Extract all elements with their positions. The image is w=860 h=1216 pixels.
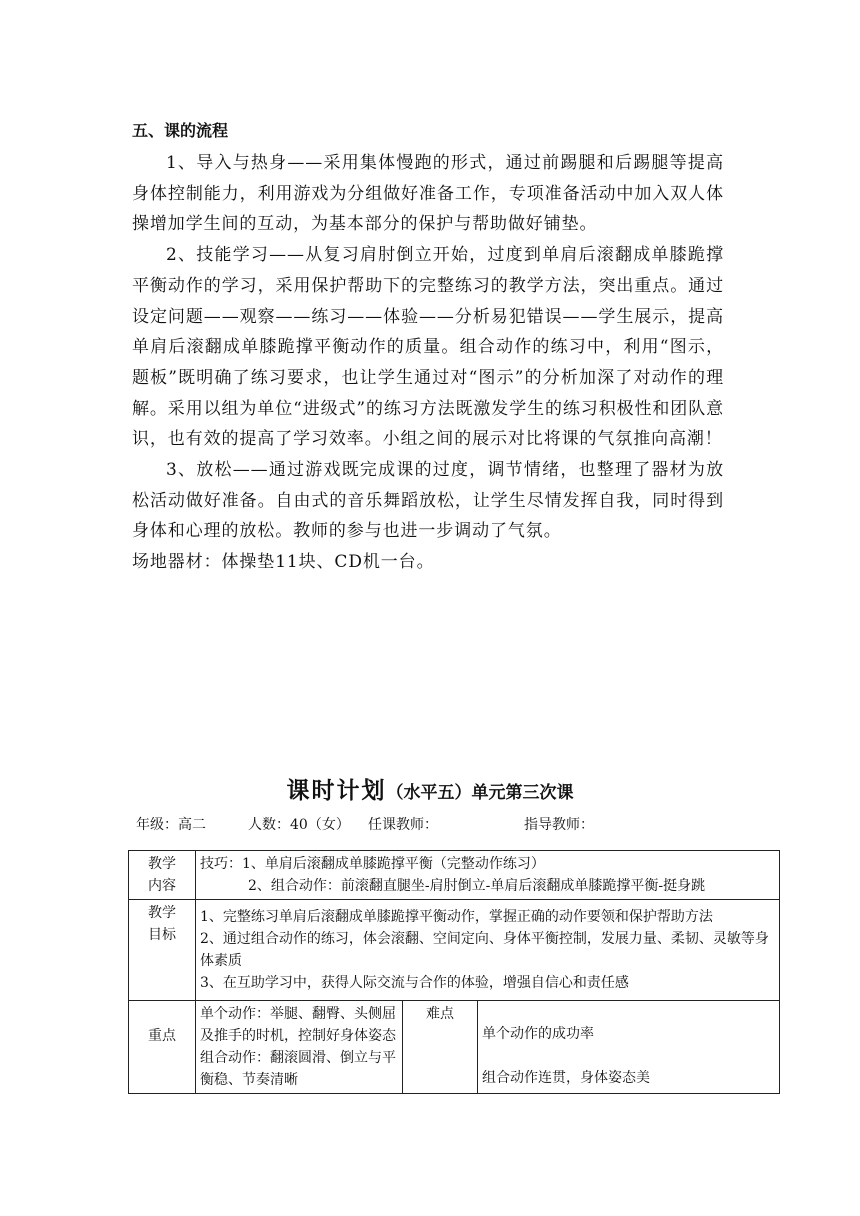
- table-row-content: [129, 851, 780, 900]
- count-label: 人数：40（女）: [248, 817, 350, 833]
- lesson-plan-table: [128, 850, 780, 1094]
- lesson-title: [0, 772, 860, 805]
- table-row-goals: [129, 900, 780, 1001]
- content-label-cell: [129, 851, 196, 900]
- paragraph-relax: 3、放松——通过游戏既完成课的过度，调节情绪，也整理了器材为放松活动做好准备。自由式的音乐舞蹈放松，让学生尽情发挥自我，同时得到身体和心理的放松。教师的参与也进一步调动了气氛。: [132, 460, 724, 542]
- grade-label: 年级：高二: [136, 817, 206, 833]
- content-line-2: 2、组合动作：前滚翻直腿坐-肩肘倒立-单肩后滚翻成单膝跪撑平衡-挺身跳: [248, 878, 706, 894]
- paragraph-equipment: 场地器材：体操垫11块、CD机一台。: [132, 552, 435, 573]
- content-label-2: 内容: [148, 878, 176, 894]
- lesson-title-sub: （水平五）单元第三次课: [386, 783, 574, 803]
- lesson-title-main: 课时计划: [286, 778, 387, 804]
- advisor-label: 指导教师：: [524, 817, 594, 833]
- goal-label-cell: [129, 900, 196, 1001]
- difficulty-line-2: 组合动作连贯，身体姿态美: [482, 1070, 650, 1086]
- key-line-1: 单个动作：举腿、翻臀、头侧屈及推手的时机，控制好身体姿态: [200, 1006, 396, 1044]
- paragraph-warmup: 1、导入与热身——采用集体慢跑的形式，通过前踢腿和后踢腿等提高身体控制能力，利用游戏为分组做好准备工作，专项准备活动中加入双人体操增加学生间的互动，为基本部分的保护与帮助做好铺垫。: [132, 153, 724, 235]
- goal-line-1: 1、完整练习单肩后滚翻成单膝跪撑平衡动作，掌握正确的动作要领和保护帮助方法: [200, 909, 713, 925]
- section-heading: 五、课的流程: [132, 121, 229, 140]
- key-label-cell: [129, 1001, 196, 1094]
- goal-cell: [196, 900, 780, 1001]
- lesson-flow-text: [132, 148, 724, 578]
- key-cell: [196, 1001, 403, 1094]
- difficulty-line-1: 单个动作的成功率: [482, 1026, 594, 1042]
- goal-label-1: 教学: [148, 905, 176, 921]
- content-label-1: 教学: [148, 856, 176, 872]
- goal-label-2: 目标: [148, 927, 176, 943]
- goal-line-3: 3、在互助学习中，获得人际交流与合作的体验，增强自信心和责任感: [200, 975, 629, 991]
- content-cell: [196, 851, 780, 900]
- paragraph-skill: 2、技能学习——从复习肩肘倒立开始，过度到单肩后滚翻成单膝跪撑平衡动作的学习，采用保护帮助下的完整练习的教学方法，突出重点。通过设定问题——观察——练习——体验——分析易犯错误——学生展示，提高单肩后滚翻成单膝跪撑平衡动作的质量。组合动作的练习中，利用“图示，题板”既明确了练习要求，也让学生通过对“图示”的分析加深了对动作的理解。采用以组为单位“进级式”的练习方法既激发学生的练习积极性和团队意识，也有效的提高了学习效率。小组之间的展示对比将课的气氛推向高潮！: [132, 245, 724, 450]
- key-label: 重点: [148, 1028, 176, 1044]
- table-row-key-difficult: [129, 1001, 780, 1094]
- difficulty-cell: [478, 1001, 780, 1094]
- key-line-2: 组合动作：翻滚圆滑、倒立与平衡稳、节奏清晰: [200, 1050, 396, 1088]
- content-line-1: 技巧：1、单肩后滚翻成单膝跪撑平衡（完整动作练习）: [200, 856, 545, 872]
- difficulty-label-cell: [403, 1001, 478, 1094]
- goal-line-2: 2、通过组合动作的练习，体会滚翻、空间定向、身体平衡控制，发展力量、柔韧、灵敏等身体素质: [200, 931, 769, 969]
- difficulty-label: 难点: [426, 1006, 454, 1022]
- teacher-label: 任课教师：: [368, 817, 438, 833]
